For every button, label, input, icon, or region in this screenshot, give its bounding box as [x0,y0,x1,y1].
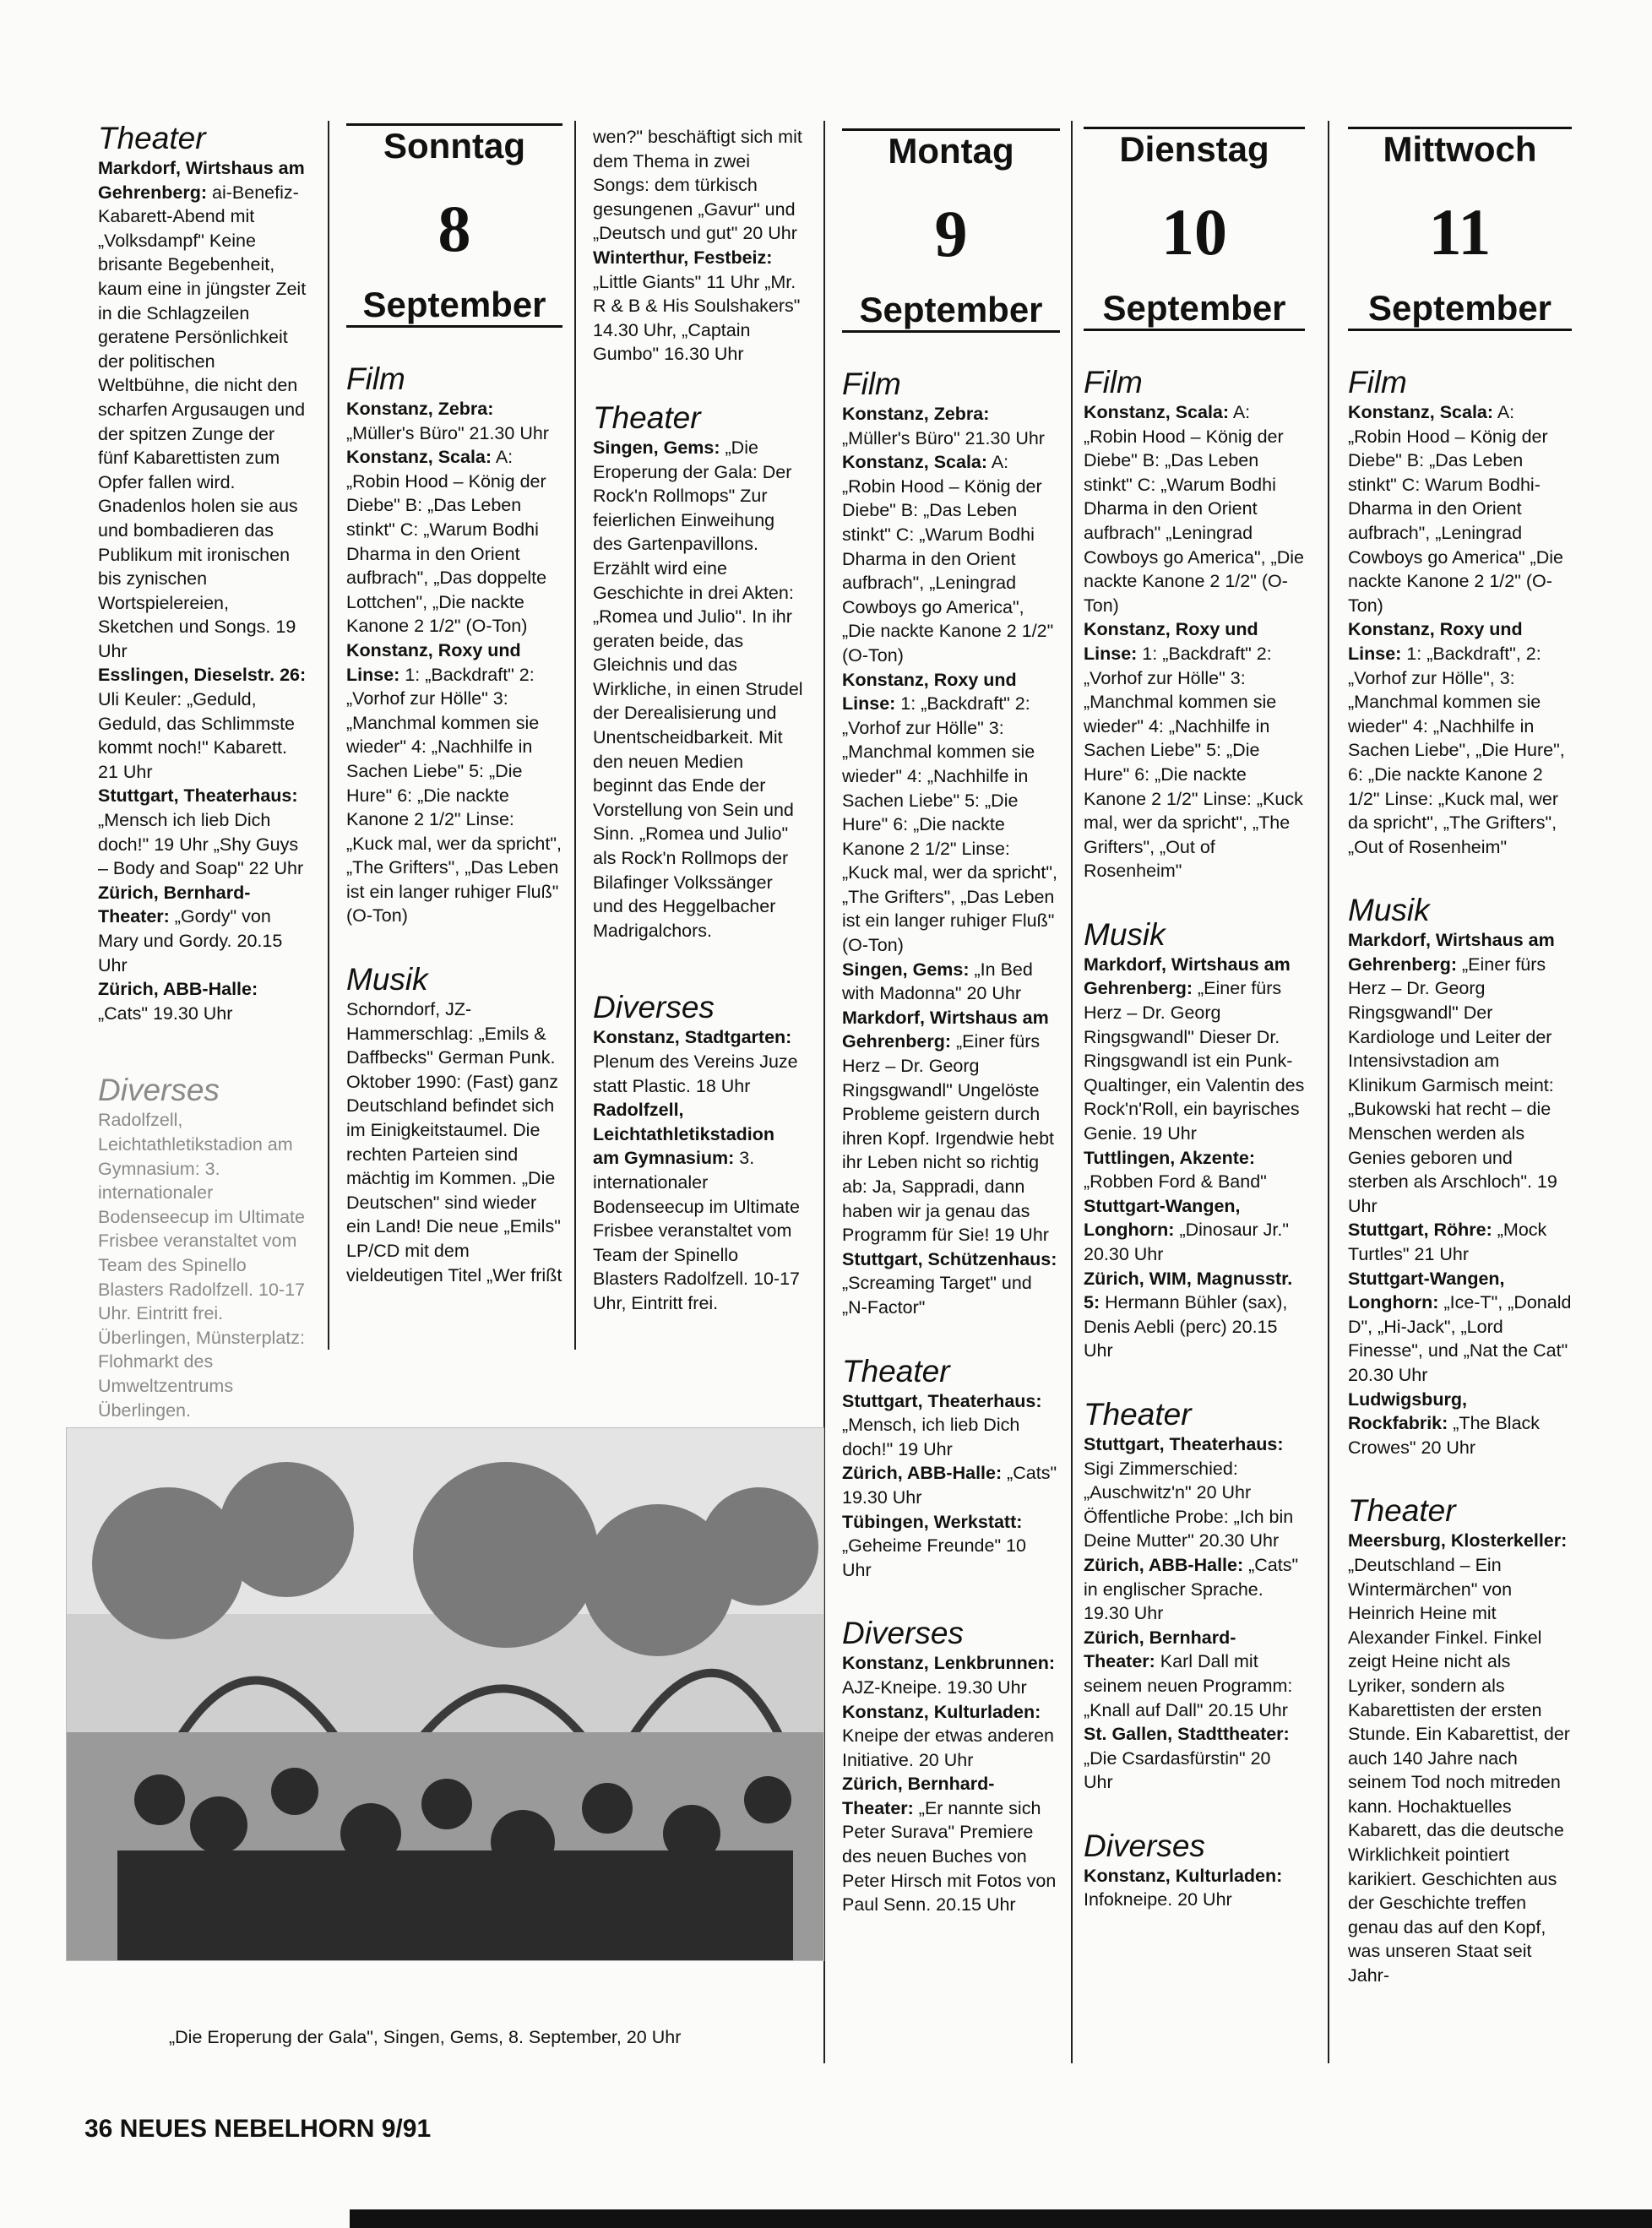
day-number: 8 [437,192,471,265]
listing-details: 3. internationaler Bodenseecup im Ultimate Frisbee veranstaltet vom Team der Spinello Blasters Radolfzell. 10-17 Uhr, Eintritt frei. [593,1148,800,1313]
listing-venue: Konstanz, Stadtgarten: [593,1027,792,1048]
listing-entry [346,445,562,639]
listing-entry [1084,1194,1305,1267]
listing-venue: Stuttgart-Wangen, Longhorn: [1348,1268,1505,1313]
listing-details: „Gordy" von Mary und Gordy. 20.15 Uhr [98,906,283,975]
listing-details: Kneipe der etwas anderen Initiative. 20 Uhr [842,1725,1055,1770]
listing-entry [593,1025,804,1098]
listing-details: „Dinosaur Jr." 20.30 Uhr [1084,1220,1289,1264]
listing-entry [98,663,309,784]
listing-venue: Konstanz, Kulturladen: [1084,1865,1283,1886]
listing-details: Infokneipe. 20 Uhr [1084,1889,1232,1910]
day-header-sonntag [346,123,562,328]
listing-entry [842,402,1060,450]
listing-details: „In Bed with Madonna" 20 Uhr [842,959,1033,1004]
photo-illustration [67,1428,823,1960]
bottom-bar [350,2209,1652,2228]
entries-col2-musik [346,997,562,1287]
listing-details: A: „Robin Hood – König der Diebe" B: „Das Leben stinkt" C: „Warum Bodhi Dharma in den Orient aufbrach" „Leningrad Cowboys go America", „Die nackte Kanone 2 1/2" (O-Ton) [1084,402,1304,616]
listing-details: Sigi Zimmerschied: „Auschwitz'n" 20 Uhr Öffentliche Probe: „Ich bin Deine Mutter" 20.30 Uhr [1084,1458,1294,1551]
listing-venue: Singen, Gems: [593,437,720,458]
listing-entry [1084,1553,1305,1626]
listing-details: Hermann Bühler (sax), Denis Aebli (perc) 20.15 Uhr [1084,1292,1288,1361]
listing-details: Plenum des Vereins Juze statt Plastic. 18 Uhr [593,1052,798,1096]
day-name: Montag [888,131,1014,171]
photo-caption: „Die Eroperung der Gala", Singen, Gems, 8. September, 20 Uhr [169,2027,682,2047]
listing-entry [98,881,309,977]
listing-details: A: „Robin Hood – König der Diebe" B: „Das Leben stinkt" C: Warum Bodhi-Dharma in den Orient aufbrach", „Leningrad Cowboys go America" „Die nackte Kanone 2 1/2" (O-Ton) [1348,402,1563,616]
listing-venue: Zürich, WIM, Magnusstr. 5: [1084,1268,1293,1313]
listing-venue: St. Gallen, Stadttheater: [1084,1724,1290,1745]
column-1 [98,121,309,1422]
section-heading-film: Film [1348,365,1407,399]
column-divider [1328,121,1329,2063]
listing-entry [98,156,309,663]
listing-details: Uli Keuler: „Geduld, Geduld, das Schlimmste kommt noch!" Kabarett. 21 Uhr [98,689,296,782]
listing-entry [1348,400,1572,617]
entries-col4-theater [842,1389,1060,1583]
section-heading-theater: Theater [1084,1396,1192,1432]
section-heading-theater: Theater [1348,1493,1456,1529]
listing-details: „Geheime Freunde" 10 Uhr [842,1535,1026,1580]
listing-venue: Stuttgart, Theaterhaus: [842,1390,1042,1411]
day-name: Mittwoch [1383,129,1537,169]
day-month: September [1084,288,1305,331]
column-3 [593,125,804,1316]
listing-venue: Konstanz, Lenkbrunnen: [842,1653,1056,1674]
listing-entry [842,450,1060,667]
day-header-mittwoch [1348,127,1572,331]
entries-col1-theater [98,156,309,1025]
column-divider [1071,121,1073,2063]
page-footer: 36 NEUES NEBELHORN 9/91 [84,2115,432,2143]
listing-details: „Mensch, ich lieb Dich doch!" 19 Uhr [842,1415,1020,1459]
section-heading-musik: Musik [1348,893,1430,928]
listing-venue: Radolfzell, Leichtathletikstadion am Gymnasium: [593,1100,775,1169]
listing-entry [1084,400,1305,617]
listing-venue: Konstanz, Roxy und Linse: [842,669,1017,715]
listing-entry [1348,1267,1572,1388]
listing-details: „Einer fürs Herz – Dr. Georg Ringsgwandl" Dieser Dr. Ringsgwandl ist ein Punk-Qualtinger, ein Valentin des Rock'n'Roll, ein bayrisches Genie. 19 Uhr [1084,978,1305,1144]
listing-details: 1: „Backdraft" 2: „Vorhof zur Hölle" 3: „Manchmal kommen sie wieder" 4: „Nachhilfe in Sachen Liebe" 5: „Die Hure" 6: „Die nackte Kanone 2 1/2" Linse: „Kuck mal, wer da spricht", „The Grifters", „Das Leben ist ein langer ruhiger Fluß" (O-Ton) [346,664,562,927]
listing-details: „Cats" 19.30 Uhr [98,1003,233,1024]
listing-entry [1084,953,1305,1146]
listing-entry [98,784,309,880]
listing-entry [1348,1529,1572,1987]
day-name: Dienstag [1119,129,1269,169]
listing-entry [1084,1864,1305,1912]
entries-col5-musik [1084,953,1305,1363]
day-name: Sonntag [383,126,525,166]
column-5 [1084,127,1305,1912]
listing-entry [842,668,1060,958]
section-heading-diverses: Diverses [593,990,715,1025]
entries-col3-theater [593,436,804,943]
listing-venue: Zürich, Bernhard-Theater: [842,1774,995,1818]
listing-venue: Zürich, Bernhard-Theater: [1084,1627,1236,1672]
listing-details: A: „Robin Hood – König der Diebe" B: „Das Leben stinkt" C: „Warum Bodhi Dharma in den Orient aufbrach", „Leningrad Cowboys go America", „Die nackte Kanone 2 1/2" (O-Ton) [842,452,1054,666]
listing-venue: Zürich, ABB-Halle: [1084,1554,1244,1575]
listing-details: „Mock Turtles" 21 Uhr [1348,1220,1547,1264]
section-heading-diverses: Diverses [842,1616,964,1651]
listing-details: „Screaming Target" und „N-Factor" [842,1273,1032,1318]
diverses-text: Radolfzell, Leichtathletikstadion am Gymnasium: 3. internationaler Bodenseecup im Ultimate Frisbee veranstaltet vom Team des Spinello Blasters Radolfzell. 10-17 Uhr. Eintritt frei. Überlingen, Münsterplatz: Flohmarkt des Umweltzentrums Überlingen. [98,1110,305,1421]
day-number: 11 [1428,195,1492,269]
listing-details: „Einer fürs Herz – Dr. Georg Ringsgwandl" Ungelöste Probleme geistern durch ihren Kopf. Irgendwie hebt ihr Leben nicht so richtig ab: Ja, Sappradi, dann haben wir ja genau das Programm für Sie! 19 Uhr [842,1031,1054,1246]
listing-entry [593,1098,804,1315]
listing-venue: Zürich, ABB-Halle: [98,979,258,1000]
entries-col5-theater [1084,1432,1305,1795]
listing-entry [842,1461,1060,1509]
entries-col6-musik [1348,928,1572,1459]
listing-details: „Er nannte sich Peter Surava" Premiere des neuen Buches von Peter Hirsch mit Fotos von Paul Senn. 20.15 Uhr [842,1797,1057,1916]
listing-details: „Müller's Büro" 21.30 Uhr [842,427,1045,448]
day-month: September [1348,288,1572,331]
listing-details: „Einer fürs Herz – Dr. Georg Ringsgwandl" Der Kardiologe und Leiter der Intensivstadion am Klinikum Garmisch meint: „Bukowski hat recht – die Menschen werden als Genies geboren und sterben als Arschloch". 19 Uhr [1348,954,1557,1216]
listing-details: 1: „Backdraft" 2: „Vorhof zur Hölle" 3: „Manchmal kommen sie wieder" 4: „Nachhilfe in Sachen Liebe" 5: „Die Hure" 6: „Die nackte Kanone 2 1/2" Linse: „Kuck mal, wer da spricht", „The Grifters", „Out of Rosenheim" [1084,643,1303,882]
listing-details: Karl Dall mit seinem neuen Programm: „Knall auf Dall" 20.15 Uhr [1084,1651,1293,1720]
listing-venue: Markdorf, Wirtshaus am Gehrenberg: [1084,954,1291,999]
listing-venue: Konstanz, Scala: [1348,402,1494,422]
listing-details: „Robben Ford & Band" [1084,1171,1267,1193]
entries-col6-theater [1348,1529,1572,1987]
section-heading-film: Film [346,361,405,396]
listing-entry [1348,928,1572,1218]
section-heading-theater: Theater [842,1353,950,1388]
listing-venue: Esslingen, Dieselstr. 26: [98,665,307,686]
listing-entry [842,1006,1060,1247]
listing-venue: Markdorf, Wirtshaus am Gehrenberg: [842,1007,1049,1052]
listing-details: „Cats" in englischer Sprache. 19.30 Uhr [1084,1554,1299,1624]
listing-venue: Zürich, Bernhard-Theater: [98,882,251,927]
listing-venue: Konstanz, Roxy und Linse: [1084,619,1258,664]
listing-entry [842,958,1060,1006]
listing-venue: Zürich, ABB-Halle: [842,1463,1003,1484]
entries-col4-film [842,402,1060,1320]
listing-venue: Ludwigsburg, Rockfabrik: [1348,1388,1467,1434]
listing-venue: Tuttlingen, Akzente: [1084,1147,1256,1168]
listing-details: „Die Eroperung der Gala: Der Rock'n Rollmops" Zur feierlichen Einweihung des Gartenpavillons. Erzählt wird eine Geschichte in drei Akten: „Romea und Julio". In ihr geraten beide, das Gleichnis und das Wirkliche, in einen Strudel der Derealisierung und Unentscheidbarkeit. Mit den neuen Medien beginnt das Ende der Vorstellung von Sein und Sinn. „Romea und Julio" als Rock'n Rollmops der Bilafinger Volkssänger und des Heggelbacher Madrigalchors. [593,437,803,941]
entries-col6-film [1348,400,1572,859]
listing-venue: Konstanz, Zebra: [842,404,990,424]
listing-details: „Little Giants" 11 Uhr „Mr. R & B & His Soulshakers" 14.30 Uhr, „Captain Gumbo" 16.30 Uhr [593,271,801,365]
day-header-montag [842,128,1060,333]
entries-col5-diverses [1084,1864,1305,1912]
listing-details: „Deutschland – Ein Wintermärchen" von Heinrich Heine mit Alexander Finkel. Finkel zeigt Heine nicht als Lyriker, sondern als Kabarettisten der ersten Stunde. Ein Kabarettist, der auch 140 Jahre nach seinem Tod noch mitreden kann. Hochaktuelles Kabarett, das die deutsche Wirklichkeit pointiert karikiert. Geschichten aus der Geschichte treffen genau das auf den Kopf, was unseren Staat seit Jahr- [1348,1554,1570,1986]
listing-details: „Ice-T", „Donald D", „Hi-Jack", „Lord Finesse", und „Nat the Cat" 20.30 Uhr [1348,1292,1572,1385]
section-heading-diverses: Diverses [1084,1828,1205,1863]
listing-entry [1348,1388,1572,1460]
entries-col4-diverses [842,1651,1060,1917]
entries-col2-film [346,397,562,928]
section-heading-theater: Theater [98,121,206,155]
listing-entry [1084,1432,1305,1553]
section-heading-musik: Musik [346,962,428,997]
listing-entry [842,1247,1060,1320]
listing-details: „Müller's Büro" 21.30 Uhr [346,422,549,443]
listing-entry [1084,1267,1305,1363]
intro-text: wen?" beschäftigt sich mit dem Thema in zwei Songs: dem türkisch gesungenen „Gavur" und „Deutsch und gut" 20 Uhr [593,127,802,244]
listing-venue: Winterthur, Festbeiz: [593,247,773,268]
column-4 [842,128,1060,1917]
listing-details: „The Black Crowes" 20 Uhr [1348,1413,1541,1458]
listing-details: ai-Benefiz-Kabarett-Abend mit „Volksdampf" Keine brisante Begebenheit, kaum eine in jüngster Zeit in die Schlagzeilen geratene Persönlichkeit der politischen Weltbühne, die nicht den scharfen Argusaugen und der spitzen Zunge der fünf Kabarettisten zum Opfer fallen wird. Gnadenlos holen sie aus und bombadieren das Publikum mit ironischen bis zynischen Wortspielereien, Sketchen und Songs. 19 Uhr [98,182,307,661]
listing-venue: Stuttgart, Theaterhaus: [1084,1433,1284,1454]
listing-entry [842,1772,1060,1917]
listing-entry [98,977,309,1025]
listing-entry [1084,1722,1305,1795]
section-heading-film: Film [1084,365,1143,399]
day-number: 10 [1161,195,1227,269]
listing-entry [346,997,562,1287]
listing-entry [1348,617,1572,859]
listing-entry [842,1651,1060,1699]
day-month: September [346,285,562,328]
listing-venue: Tübingen, Werkstatt: [842,1511,1023,1532]
column-6 [1348,127,1572,1988]
column-2 [346,123,562,1287]
listing-entry [346,639,562,928]
listing-venue: Meersburg, Klosterkeller: [1348,1530,1568,1551]
listing-venue: Stuttgart, Theaterhaus: [98,785,298,807]
listing-entry [842,1700,1060,1773]
listing-venue: Stuttgart, Schützenhaus: [842,1248,1057,1269]
listing-entry [842,1389,1060,1462]
listing-details: Schorndorf, JZ-Hammerschlag: „Emils & Daffbecks" German Punk. Oktober 1990: (Fast) ganz Deutschland befindet sich im Einigkeitstaumel. Die rechten Parteien sind mächtig im Kommen. „Die Deutschen" sind wieder ein Land! Die neue „Emils" LP/CD mit dem vieldeutigen Titel „Wer frißt [346,999,562,1285]
listing-details: „Cats" 19.30 Uhr [842,1463,1057,1508]
listing-venue: Konstanz, Scala: [842,452,988,473]
section-heading-film: Film [842,367,901,401]
listing-venue: Konstanz, Kulturladen: [842,1701,1041,1722]
listing-venue: Markdorf, Wirtshaus am Gehrenberg: [98,158,305,203]
listing-details: A: „Robin Hood – König der Diebe" B: „Das Leben stinkt" C: „Warum Bodhi Dharma in den Orient aufbrach", „Das doppelte Lottchen", „Die nackte Kanone 2 1/2" (O-Ton) [346,447,547,637]
section-heading-diverses: Diverses [98,1073,220,1108]
listing-entry [1084,617,1305,883]
day-header-dienstag [1084,127,1305,331]
listing-venue: Stuttgart, Röhre: [1348,1220,1492,1241]
listing-details: AJZ-Kneipe. 19.30 Uhr [842,1676,1027,1698]
day-number: 9 [934,197,968,270]
listing-venue: Konstanz, Zebra: [346,399,494,419]
listing-entry [593,246,804,367]
listing-venue: Konstanz, Roxy und Linse: [346,639,521,685]
listing-venue: Singen, Gems: [842,959,970,980]
day-month: September [842,290,1060,333]
column-divider [328,121,329,1350]
section-heading-musik: Musik [1084,916,1166,952]
listing-entry [1348,1218,1572,1266]
section-heading-theater: Theater [593,399,701,435]
listing-venue: Markdorf, Wirtshaus am Gehrenberg: [1348,930,1555,975]
listing-venue: Stuttgart-Wangen, Longhorn: [1084,1195,1241,1241]
entries-col3-intro [593,246,804,367]
listing-venue: Konstanz, Scala: [346,447,492,468]
listing-details: 1: „Backdraft" 2: „Vorhof zur Hölle" 3: „Manchmal kommen sie wieder" 4: „Nachhilfe in Sachen Liebe" 5: „Die Hure" 6: „Die nackte Kanone 2 1/2" Linse: „Kuck mal, wer da spricht", „The Grifters", „Das Leben ist ein langer ruhiger Fluß" (O-Ton) [842,693,1057,956]
event-photo [66,1427,824,1961]
listing-details: „Mensch ich lieb Dich doch!" 19 Uhr „Shy Guys – Body and Soap" 22 Uhr [98,810,304,879]
listing-entry [1084,1626,1305,1722]
entries-col3-diverses [593,1025,804,1315]
listing-entry [593,436,804,943]
listing-entry [1084,1146,1305,1194]
entries-col5-film [1084,400,1305,883]
listing-details: 1: „Backdraft", 2: „Vorhof zur Hölle", 3: „Manchmal kommen sie wieder" 4: „Nachhilfe in Sachen Liebe", „Die Hure", 6: „Die nackte Kanone 2 1/2" Linse: „Kuck mal, wer da spricht", „The Grifters", „Out of Rosenheim" [1348,643,1565,857]
listing-venue: Konstanz, Roxy und Linse: [1348,619,1523,664]
column-divider [574,121,576,1350]
listing-venue: Konstanz, Scala: [1084,402,1230,422]
listing-entry [842,1510,1060,1583]
listing-entry [346,397,562,445]
listing-details: „Die Csardasfürstin" 20 Uhr [1084,1747,1271,1793]
